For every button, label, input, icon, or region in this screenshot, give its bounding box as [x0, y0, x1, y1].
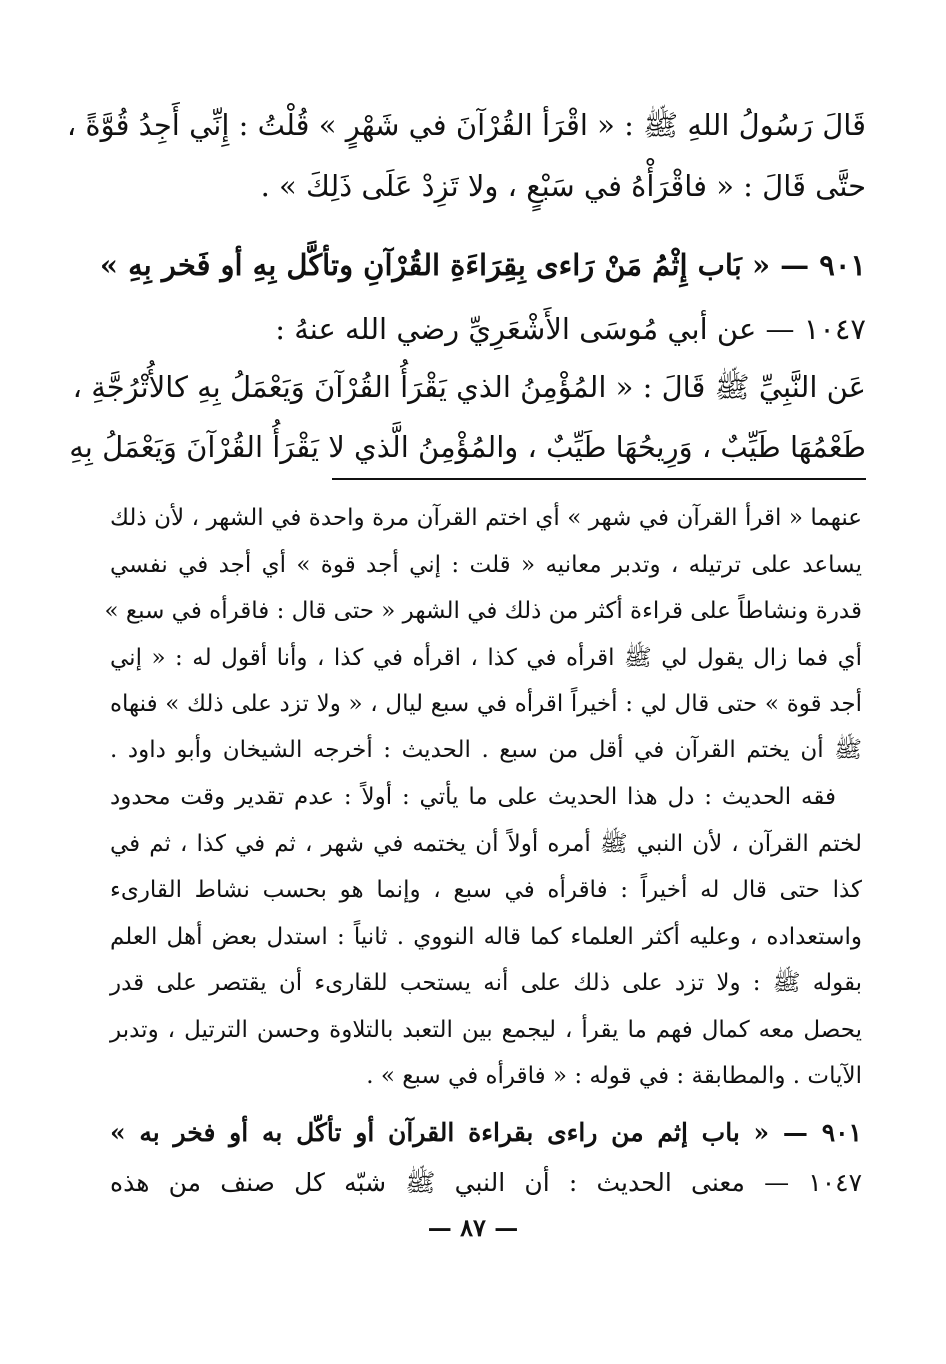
commentary-line-11: بقوله ﷺ : ولا تزد على ذلك على أنه يستحب للقارىء أن يقتصر على قدر [110, 970, 862, 996]
commentary-line-8: لختم القرآن ، لأن النبي ﷺ أمره أولاً أن يختمه في شهر ، ثم في كذا ، ثم في [110, 831, 862, 857]
commentary-line-2: يساعد على ترتيله ، وتدبر معانيه « قلت : إني أجد قوة » أي أجد في نفسي [110, 552, 862, 578]
commentary-line-9: كذا حتى قال له أخيراً : فاقرأه في سبع ، وإنما هو بحسب نشاط القارىء [110, 877, 862, 903]
main-text-line-6: طَعْمُهَا طَيِّبٌ ، وَرِيحُهَا طَيِّبٌ ، والمُؤْمِنُ الَّذي لا يَقْرَأُ القُرْآنَ وَيَعْمَلُ بِهِ [69, 430, 866, 464]
commentary-line-13: الآيات . والمطابقة : في قوله : « فاقرأه في سبع » . [366, 1063, 862, 1089]
main-text-line-5: عَن النَّبِيِّ ﷺ قَالَ : « المُؤْمِنُ الذي يَقْرَأُ القُرْآنَ وَيَعْمَلُ بِهِ كالأُتْرُجَّةِ ، [72, 370, 866, 404]
footnote-divider [332, 478, 866, 480]
main-text-line-2: حتَّى قَالَ : « فاقْرَأْهُ في سَبْعٍ ، ولا تَزِدْ عَلَى ذَلِكَ » . [260, 169, 866, 203]
commentary-line-5: أجد قوة » حتى قال لي : أخيراً اقرأه في سبع ليال ، « ولا تزد على ذلك » فنهاه [110, 691, 862, 717]
commentary-line-7: فقه الحديث : دل هذا الحديث على ما يأتي : أولاً : عدم تقدير وقت محدود [110, 784, 836, 810]
chapter-heading: ٩٠١ — « بَاب إِثْمُ مَنْ رَاءى بِقِرَاءَةِ القُرْآنِ وتأكَّل بِهِ أو فَخر بِهِ » [99, 248, 866, 282]
page-number: — ٨٧ — [427, 1213, 519, 1242]
commentary-line-3: قدرة ونشاطاً على قراءة أكثر من ذلك في الشهر « حتى قال : فاقرأه في سبع » [104, 598, 862, 624]
commentary-line-4: أي فما زال يقول لي ﷺ اقرأه في كذا ، اقرأه في كذا ، وأنا أقول له : « إني [110, 645, 862, 671]
commentary-line-15: ١٠٤٧ — معنى الحديث : أن النبي ﷺ شبّه كل صنف من هذه [110, 1168, 862, 1197]
hadith-narrator-line: ١٠٤٧ — عن أبي مُوسَى الأَشْعَرِيِّ رضي الله عنهُ : [275, 312, 866, 346]
commentary-chapter-heading: ٩٠١ — « باب إثم من راءى بقراءة القرآن أو تأكّل به أو فخر به » [110, 1118, 862, 1147]
main-text-line-1: قَالَ رَسُولُ اللهِ ﷺ : « اقْرَأ القُرْآنَ في شَهْرٍ » قُلْتُ : إِنِّي أَجِدُ قُوَّةً ، [66, 108, 866, 142]
commentary-line-6: ﷺ أن يختم القرآن في أقل من سبع . الحديث : أخرجه الشيخان وأبو داود . [110, 737, 862, 763]
commentary-line-12: يحصل معه كمال فهم ما يقرأ ، ليجمع بين التعبد بالتلاوة وحسن الترتيل ، وتدبر [110, 1017, 862, 1043]
commentary-line-1: عنهما « اقرأ القرآن في شهر » أي اختم القرآن مرة واحدة في الشهر ، لأن ذلك [110, 505, 862, 531]
commentary-line-10: واستعداده ، وعليه أكثر العلماء كما قاله النووي . ثانياً : استدل بعض أهل العلم [110, 924, 862, 950]
